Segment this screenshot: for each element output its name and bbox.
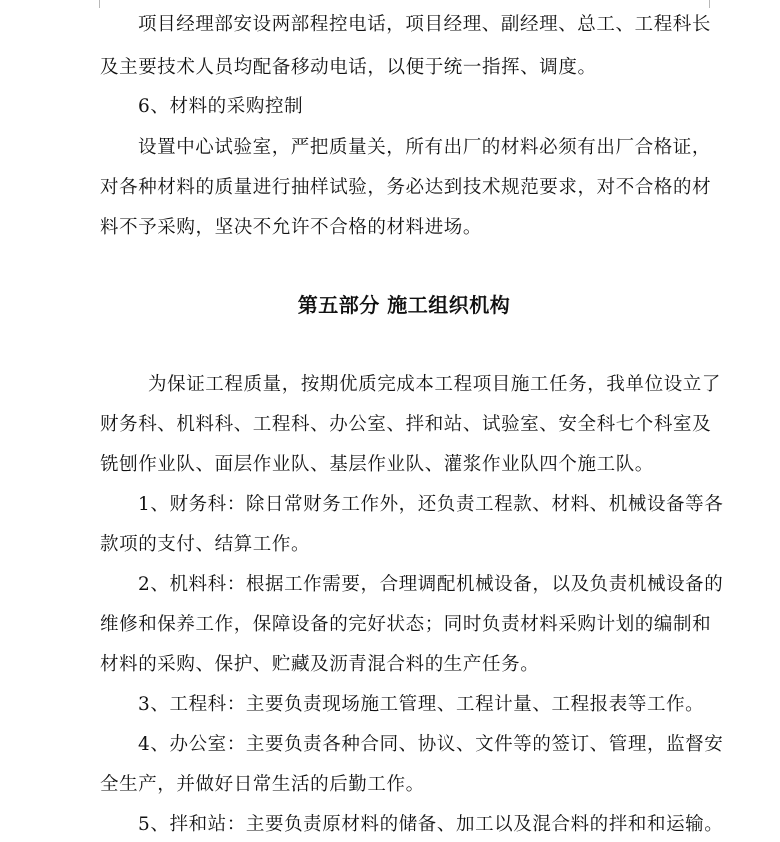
intro-paragraph-line-3: 铣刨作业队、面层作业队、基层作业队、灌浆作业队四个施工队。: [100, 454, 654, 475]
intro-paragraph-line-2: 财务科、机料科、工程科、办公室、拌和站、试验室、安全科七个科室及: [100, 414, 712, 435]
item-4-line-1: 4、办公室：主要负责各种合同、协议、文件等的签订、管理，监督安: [138, 734, 724, 755]
section-5-heading: 第五部分 施工组织机构: [297, 293, 511, 317]
item-3-line-1: 3、工程科：主要负责现场施工管理、工程计量、工程报表等工作。: [138, 694, 705, 715]
item-4-line-2: 全生产，并做好日常生活的后勤工作。: [100, 774, 425, 795]
left-margin-marker: [99, 0, 100, 8]
materials-paragraph-line-1: 设置中心试验室，严把质量关，所有出厂的材料必须有出厂合格证，: [138, 137, 712, 158]
item-6-title: 6、材料的采购控制: [138, 96, 304, 117]
right-margin-marker: [709, 0, 710, 8]
materials-paragraph-line-2: 对各种材料的质量进行抽样试验，务必达到技术规范要求，对不合格的材: [100, 177, 712, 198]
item-1-line-1: 1、财务科：除日常财务工作外，还负责工程款、材料、机械设备等各: [138, 494, 724, 515]
phone-paragraph-line-1: 项目经理部安设两部程控电话，项目经理、副经理、总工、工程科长: [138, 14, 712, 35]
item-2-line-2: 维修和保养工作，保障设备的完好状态；同时负责材料采购计划的编制和: [100, 614, 712, 635]
item-5-line-1: 5、拌和站：主要负责原材料的储备、加工以及混合料的拌和和运输。: [138, 814, 724, 835]
item-2-line-1: 2、机料科：根据工作需要，合理调配机械设备，以及负责机械设备的: [138, 574, 724, 595]
phone-paragraph-line-2: 及主要技术人员均配备移动电话，以便于统一指挥、调度。: [100, 57, 597, 78]
intro-paragraph-line-1: 为保证工程质量，按期优质完成本工程项目施工任务，我单位设立了: [148, 374, 722, 395]
materials-paragraph-line-3: 料不予采购，坚决不允许不合格的材料进场。: [100, 217, 483, 238]
item-1-line-2: 款项的支付、结算工作。: [100, 534, 311, 555]
item-2-line-3: 材料的采购、保护、贮藏及沥青混合料的生产任务。: [100, 654, 540, 675]
